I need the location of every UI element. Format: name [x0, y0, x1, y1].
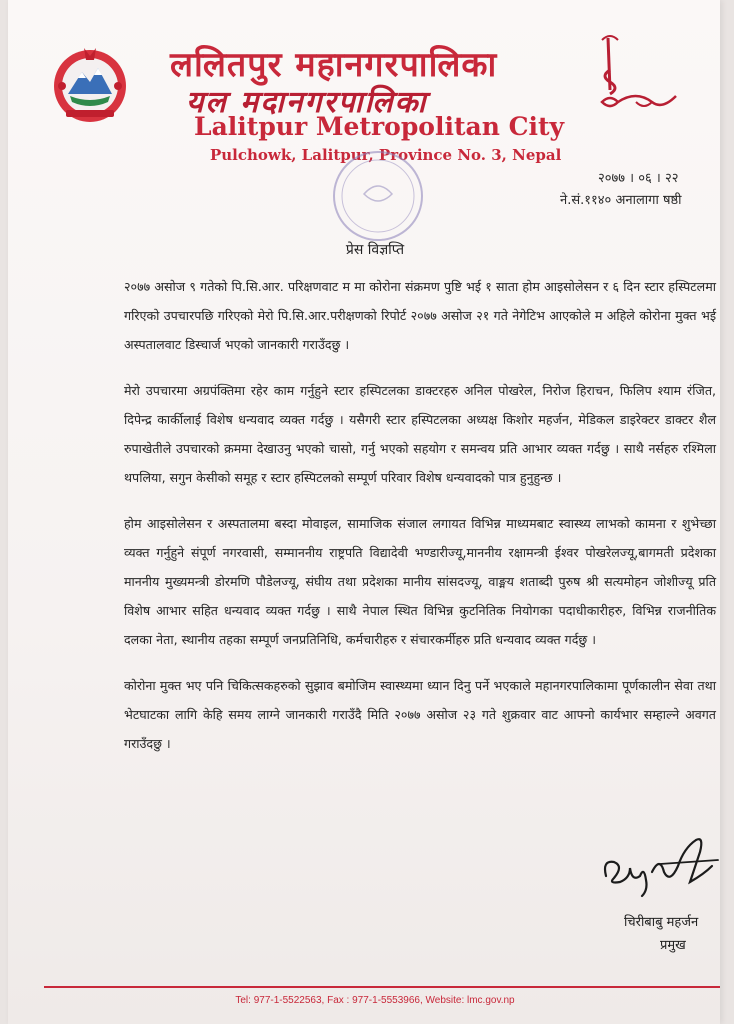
lalitpur-logo-icon	[596, 30, 680, 120]
letterhead-address: Pulchowk, Lalitpur, Province No. 3, Nepal	[210, 146, 562, 164]
letter-body	[124, 272, 716, 775]
body-paragraph: मेरो उपचारमा अग्रपंक्तिमा रहेर काम गर्नुहुने स्टार हस्पिटलका डाक्टरहरु अनिल पोखरेल, निरोज हिराचन, फिलिप श्याम रंजित, दिपेन्द्र कार्कीलाई विशेष धन्यवाद व्यक्त गर्दछु । यसैगरी स्टार हस्पिटलका अध्यक्ष किशोर महर्जन, मेडिकल डाइरेक्टर डाक्टर शैल रुपाखेतीले उपचारको क्रममा देखाउनु भएको चासो, गर्नु भएको सहयोग र समन्वय प्रति आभार व्यक्त गर्दछु । साथै नर्सहरु रश्मिला थपलिया, सगुन केसीको समूह र स्टार हस्पिटलको सम्पूर्ण परिवार विशेष धन्यवादको पात्र हुनुहुन्छ ।	[124, 383, 716, 485]
footer-divider	[44, 986, 720, 988]
document-title: प्रेस विज्ञप्ति	[345, 242, 405, 258]
date-nepal-sambat: ने.सं.११४० अनालागा षष्ठी	[560, 193, 682, 208]
body-paragraph: होम आइसोलेसन र अस्पतालमा बस्दा मोवाइल, सामाजिक संजाल लगायत विभिन्न माध्यमबाट स्वास्थ्य लाभको कामना र शुभेच्छा व्यक्त गर्नुहुने संपूर्ण नगरवासी, सम्माननीय राष्ट्रपति विद्यादेवी भण्डारीज्यू,माननीय रक्षामन्त्री ईश्वर पोखरेलज्यू,बागमती प्रदेशका माननीय मुख्यमन्त्री डोरमणि पौडेलज्यू, संघीय तथा प्रदेशका मानीय सांसदज्यू, वाङ्मय शताब्दी पुरुष श्री सत्यमोहन जोशीज्यू प्रति विशेष आभार सहित धन्यवाद व्यक्त गर्दछु । साथै नेपाल स्थित विभिन्न कुटनितिक नियोगका पदाधीकारीहरु, विभिन्न राजनीतिक दलका नेता, स्थानीय तहका सम्पूर्ण जनप्रतिनिधि, कर्मचारीहरु र संचारकर्मीहरु प्रति धन्यवाद व्यक्त गर्दछु ।	[124, 516, 716, 647]
letterhead-title-english: Lalitpur Metropolitan City	[194, 112, 565, 141]
date-bikram-sambat: २०७७ । ०६ । २२	[598, 171, 679, 186]
signatory-title: प्रमुख	[660, 938, 686, 953]
handwritten-signature	[600, 826, 730, 906]
signatory-name: चिरीबाबु महर्जन	[624, 915, 699, 930]
letterhead-title-newari: यल मदानगरपालिका	[186, 85, 428, 120]
nepal-emblem-icon	[48, 42, 132, 126]
body-paragraph: २०७७ असोज ९ गतेको पि.सि.आर. परिक्षणवाट म मा कोरोना संक्रमण पुष्टि भई १ साता होम आइसोलेसन र ६ दिन स्टार हस्पिटलमा गरिएको उपचारपछि गरिएको मेरो पि.सि.आर.परीक्षणको रिपोर्ट २०७७ असोज २१ गते नेगेटिभ आएकोले म अहिले कोरोना मुक्त भई अस्पतालवाट डिस्चार्ज भएको जानकारी गराउँदछु ।	[124, 279, 716, 352]
body-paragraph: कोरोना मुक्त भए पनि चिकित्सकहरुको सुझाव बमोजिम स्वास्थ्यमा ध्यान दिनु पर्ने भएकाले महानगरपालिकामा पूर्णकालीन सेवा तथा भेटघाटका लागि केहि समय लाग्ने जानकारी गराउँदै मिति २०७७ असोज २३ गते शुक्रवार वाट आफ्नो कार्यभार सम्हाल्ने अवगत गराउँदछु ।	[124, 678, 716, 751]
letterhead-title-nepali: ललितपुर महानगरपालिका	[170, 45, 498, 85]
office-stamp	[324, 142, 432, 250]
letter-page	[8, 0, 720, 1024]
footer-contact: Tel: 977-1-5522563, Fax : 977-1-5553966, Website: lmc.gov.np	[235, 995, 515, 1006]
